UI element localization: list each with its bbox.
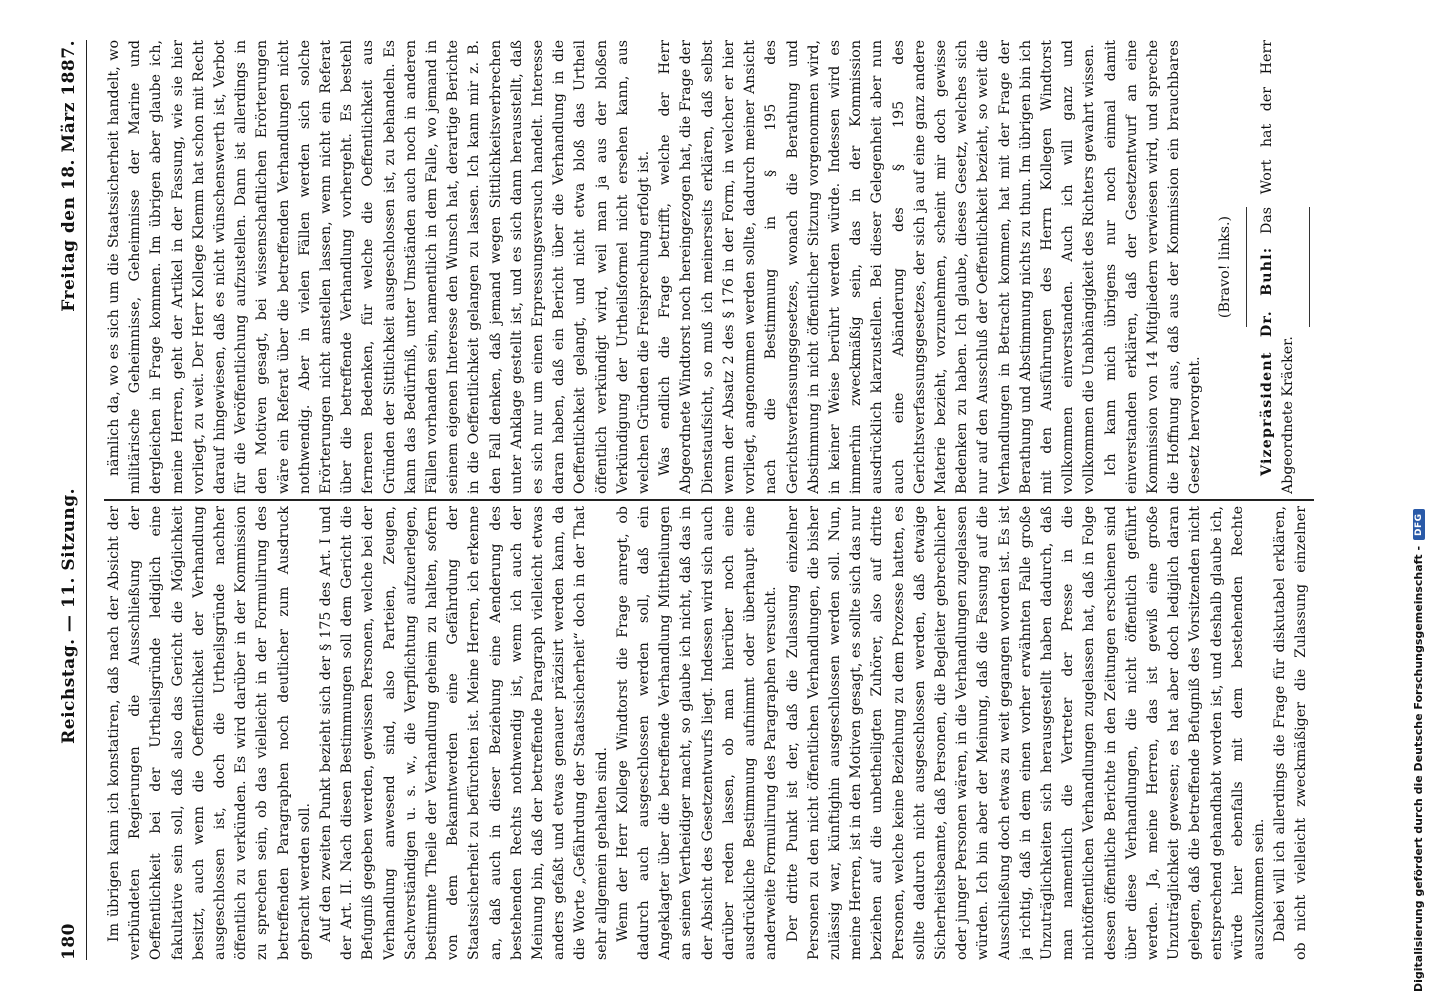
paragraph: Im übrigen kann ich konstatiren, daß nach der Absicht der verbündeten Regierungen die Ausschließung der Oeffentlichkeit bei der Urtheilsgründe lediglich eine fakultative sein soll, daß also das Gericht die Möglichkeit besitzt, auch wenn die Oeffentlichkeit der Verhandlung ausgeschlossen ist, doch die Urtheilsgründe nachher öffentlich zu verkünden. Es wird darüber in der Kommission zu sprechen sein, ob das vielleicht in der Formulirung des betreffenden Paragraphen noch deutlicher zum Ausdruck gebracht werden soll.: [106, 506, 313, 960]
credit-text: Digitalisierung gefördert durch die Deutsche Forschungsgemeinschaft -: [1412, 545, 1425, 992]
paragraph: Wenn der Herr Kollege Windtorst die Frage anregt, ob dadurch auch ausgeschlossen werden soll, daß ein Angeklagter über die betreffende Verhandlung Mittheilungen an seinen Vertheidiger macht, so glaube ich nicht, daß das in der Absicht des Gesetzentwurfs liegt. Indessen wird sich auch darüber reden lassen, ob man hierüber noch eine ausdrückliche Bestimmung aufnimmt oder überhaupt eine anderweite Formulirung des Paragraphen versucht.: [614, 506, 780, 960]
speaker-name: Vizepräsident Dr. Buhl:: [1258, 246, 1275, 476]
section-divider: [1246, 207, 1247, 327]
paragraph: Der dritte Punkt ist der, daß die Zulassung einzelner Personen zu den nicht öffentlichen Verhandlungen, die bisher zulässig war, künftighin ausgeschlossen werden soll. Nun, meine Herren, ist in den Motiven gesagt, es sollte sich das nur beziehen auf die unbetheiligten Zuhörer, also auf dritte Personen, welche keine Beziehung zu dem Prozesse hatten, es sollte dadurch nicht ausgeschlossen werden, daß etwaige Sicherheitsbeamte, daß Personen, die Begleiter gebrechlicher oder junger Personen wären, in die Verhandlungen zugelassen würden. Ich bin aber der Meinung, daß die Fassung auf die Ausschließung doch etwas zu weit gegangen worden ist. Es ist ja richtig, daß in dem einen vorher erwähnten Falle große Unzuträglichkeiten sich herausgestellt haben dadurch, daß man namentlich die Vertreter der Presse in die nichtöffentlichen Verhandlungen zugelassen hat, daß in Folge dessen öffentliche Berichte in den Zeitungen erschienen sind über diese Verhandlungen, die nicht öffentlich geführt werden. Ja, meine Herren, das ist gewiß eine große Unzuträglichkeit gewesen; es hat aber doch lediglich daran gelegen, daß die betreffende Befugniß des Vorsitzenden nicht entsprechend gehandhabt worden ist, und deshalb glaube ich, würde hier ebenfalls mit dem bestehenden Rechte auszukommen sein.: [784, 506, 1267, 960]
dfg-logo: DFG: [1413, 509, 1425, 540]
right-column: [104, 40, 1314, 494]
paragraph: Dabei will ich allerdings die Frage für diskutabel erklären, ob nicht vielleicht zweckmäßiger die Zulassung einzelner: [1272, 506, 1310, 960]
applause-note: (Bravo! links.): [1216, 215, 1233, 319]
running-title: Reichstag. — 11. Sitzung.: [59, 487, 79, 744]
speaker-paragraph: [1257, 40, 1299, 494]
text-columns: [104, 40, 1314, 960]
paragraph: nämlich da, wo es sich um die Staatssicherheit handelt, wo militärische Geheimnisse, Geheimnisse der Marine und dergleichen in Frage kommen. Im übrigen aber glaube ich, meine Herren, geht der Artikel in der Fassung, wie sie hier vorliegt, zu weit. Der Herr Kollege Klemm hat schon mit Recht darauf hingewiesen, daß es nicht wünschenswerth ist, Verbot für die Veröffentlichung aufzustellen. Dann ist allerdings in den Motiven gesagt, bei wissenschaftlichen Erörterungen wäre ein Referat über die betreffenden Verhandlungen nicht nothwendig. Aber in vielen Fällen werden sich solche Erörterungen nicht anstellen lassen, wenn nicht ein Referat über die betreffende Verhandlung vorhergeht. Es bestehl ferneren Bedenken, für welche die Oeffentlichkeit aus Gründen der Sittlichkeit ausgeschlossen ist, zu behandeln. Es kann das Bedürfniß, unter Umständen auch noch in anderen Fällen vorhanden sein, namentlich in dem Falle, wo jemand in seinem eigenen Interesse den Wunsch hat, derartige Berichte in die Oeffentlichkeit gelangen zu lassen. Ich kann mir z. B. den Fall denken, daß jemand wegen Sittlichkeitsverbrechen unter Anklage gestellt ist, und es sich dann herausstellt, daß es sich nur um einen Erpressungsversuch handelt. Interesse daran haben, daß ein Bericht über die Verhandlung in die Oeffentlichkeit gelangt, und nicht etwa bloß das Urtheil öffentlich verkündigt wird, weil man ja aus der bloßen Verkündigung der Urtheilsformel nicht ersehen kann, aus welchen Gründen die Freisprechung erfolgt ist.: [106, 40, 653, 494]
page-number: 180: [59, 923, 79, 960]
paragraph: Ich kann mich übrigens nur noch einmal damit einverstanden erklären, daß der Gesetzentwurf an eine Kommission von 14 Mitgliedern verwiesen wird, und spreche die Hoffnung aus, daß aus der Kommission ein brauchbares Gesetz hervorgeht.: [1102, 40, 1204, 494]
paragraph: Auf den zweiten Punkt bezieht sich der § 175 des Art. I und der Art. II. Nach diesen Bestimmungen soll dem Gericht die Befugniß gegeben werden, gewissen Personen, welche bei der Verhandlung anwesend sind, also Parteien, Zeugen, Sachverständigen u. s. w., die Verpflichtung aufzuerlegen, bestimmte Theile der Verhandlung geheim zu halten, sofern von dem Bekanntwerden eine Gefährdung der Staatssicherheit zu befürchten ist. Meine Herren, ich erkenne an, daß auch in dieser Beziehung eine Aenderung des bestehenden Rechts nothwendig ist, wenn ich auch der Meinung bin, daß der betreffende Paragraph vielleicht etwas anders gefaßt und etwas genauer präzisirt werden kann, da die Worte „Gefährdung der Staatssicherheit“ doch in der That sehr allgemein gehalten sind.: [318, 506, 610, 960]
sitting-date: Freitag den 18. März 1887.: [59, 40, 79, 312]
page-header: [52, 40, 87, 960]
section-divider: [1309, 207, 1310, 327]
column-divider: [104, 499, 1314, 501]
digitization-credit: [1412, 509, 1425, 992]
paragraph: Was endlich die Frage betrifft, welche der Herr Abgeordnete Windtorst noch hereingezogen hat, die Frage der Dienstaufsicht, so muß ich meinerseits erklären, daß selbst wenn der Absatz 2 des § 176 in der Form, in welcher er hier vorliegt, angenommen werden sollte, dadurch meiner Ansicht nach die Bestimmung in § 195 des Gerichtsverfassungsgesetzes, wonach die Berathung und Abstimmung in nicht öffentlicher Sitzung vorgenommen wird, in keiner Weise berührt werden würde. Indessen wird es immerhin zweckmäßig sein, das in der Kommission ausdrücklich klarzustellen. Bei dieser Gelegenheit aber nun auch eine Abänderung des § 195 des Gerichtsverfassungsgesetzes, der sich ja auf eine ganz andere Materie bezieht, vorzunehmen, scheint mir doch gewisse Bedenken zu haben. Ich glaube, dieses Gesetz, welches sich nur auf den Ausschluß der Oeffentlichkeit bezieht, so weit die Verhandlungen in Betracht kommen, hat mit der Frage der Berathung und Abstimmung nichts zu thun. Im übrigen bin ich mit den Ausführungen des Herrn Kollegen Windtorst vollkommen einverstanden. Auch ich will ganz und vollkommen die Unabhängigkeit des Richters gewahrt wissen.: [657, 40, 1098, 494]
speech-text: Das Wort hat der Herr Abgeordnete Kräcker.: [1258, 40, 1296, 494]
left-column: [104, 506, 1314, 960]
